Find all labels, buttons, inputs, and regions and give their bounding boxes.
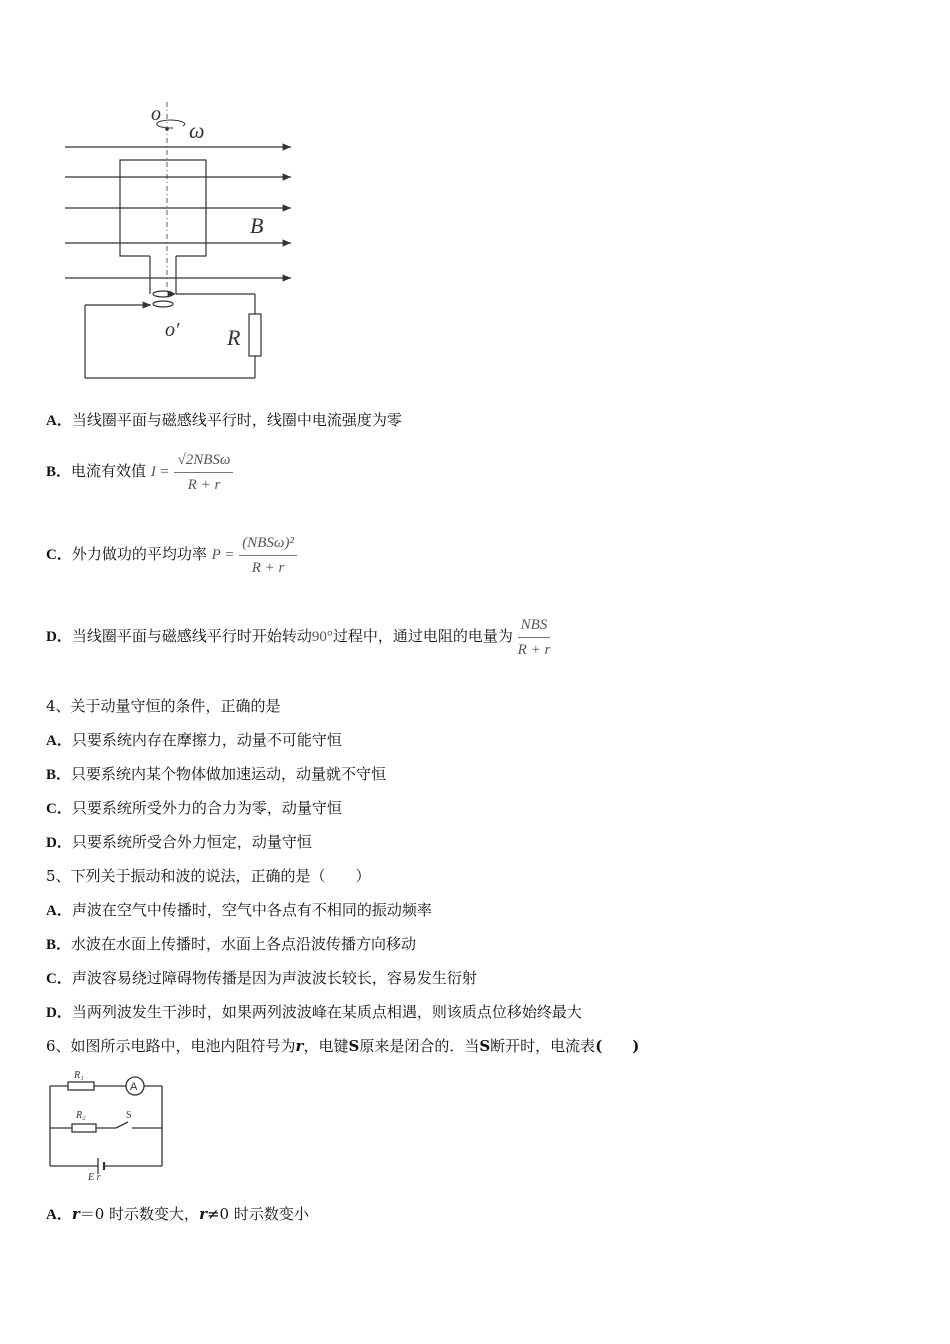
option-text: 过程中，通过电阻的电量为 bbox=[332, 627, 513, 645]
option-label: A． bbox=[46, 1207, 72, 1223]
resistor-r1 bbox=[68, 1082, 94, 1090]
formula-denominator: R + r bbox=[187, 476, 221, 493]
resistor bbox=[249, 314, 261, 356]
formula-numerator: NBS bbox=[518, 615, 551, 638]
slip-ring bbox=[153, 301, 173, 307]
option-label: D． bbox=[46, 629, 72, 645]
circuit-diagram bbox=[44, 1066, 169, 1182]
angle-value: 90° bbox=[311, 629, 333, 645]
q4-stem: 4、关于动量守恒的条件，正确的是 bbox=[46, 697, 281, 715]
resistor-label: R bbox=[227, 325, 241, 350]
symbol-r: r bbox=[199, 1205, 207, 1223]
option-label: D． bbox=[46, 835, 72, 851]
q6-option-a[interactable] bbox=[46, 1204, 309, 1225]
omega-label: ω bbox=[189, 118, 205, 143]
q5-option-c[interactable] bbox=[46, 968, 477, 989]
formula-lhs: P = bbox=[211, 547, 235, 563]
q4-option-c[interactable] bbox=[46, 798, 342, 819]
option-text: 水波在水面上传播时，水面上各点沿波传播方向移动 bbox=[71, 935, 417, 953]
q3-option-b[interactable] bbox=[46, 448, 233, 495]
formula-denominator: R + r bbox=[517, 641, 551, 658]
option-label: D． bbox=[46, 1005, 72, 1021]
option-text: ＝0 时示数变大， bbox=[79, 1205, 200, 1223]
stem-text: 断开时，电流表 bbox=[490, 1037, 596, 1055]
option-text: 电流有效值 bbox=[71, 462, 147, 480]
q4-option-d[interactable] bbox=[46, 832, 312, 853]
ammeter-label: A bbox=[130, 1081, 138, 1093]
option-text: 声波在空气中传播时，空气中各点有不相同的振动频率 bbox=[71, 901, 432, 919]
stem-text: 原来是闭合的．当 bbox=[359, 1037, 480, 1055]
symbol-r: r bbox=[71, 1205, 80, 1223]
option-text: 只要系统内某个物体做加速运动，动量就不守恒 bbox=[71, 765, 387, 783]
resistor-r2 bbox=[72, 1124, 96, 1132]
switch-label: S bbox=[126, 1110, 132, 1121]
slip-ring bbox=[153, 291, 173, 297]
option-text: 外力做功的平均功率 bbox=[71, 545, 207, 563]
formula-numerator: √2NBSω bbox=[174, 450, 233, 473]
option-text: 当两列波发生干涉时，如果两列波波峰在某质点相遇，则该质点位移始终最大 bbox=[71, 1003, 582, 1021]
option-label: A． bbox=[46, 733, 72, 749]
symbol-s: S bbox=[479, 1037, 491, 1055]
q3-option-d[interactable] bbox=[46, 613, 550, 660]
option-label: C． bbox=[46, 547, 72, 563]
q3-option-c[interactable] bbox=[46, 531, 297, 578]
option-label: B． bbox=[46, 464, 72, 480]
option-text: 当线圈平面与磁感线平行时开始转动 bbox=[71, 627, 312, 645]
option-text: ≠0 时示数变小 bbox=[206, 1205, 309, 1223]
option-label: B． bbox=[46, 937, 72, 953]
q5-option-b[interactable] bbox=[46, 934, 416, 955]
q5-stem: 5、下列关于振动和波的说法，正确的是（ ） bbox=[46, 867, 371, 885]
r2-label: R₂ bbox=[76, 1110, 86, 1121]
option-label: C． bbox=[46, 801, 72, 817]
option-label: A． bbox=[46, 413, 72, 429]
option-text: 只要系统所受外力的合力为零，动量守恒 bbox=[71, 799, 342, 817]
formula-lhs: I = bbox=[150, 464, 170, 480]
option-label: C． bbox=[46, 971, 72, 987]
charge-formula bbox=[518, 615, 551, 660]
q5-option-d[interactable] bbox=[46, 1002, 582, 1023]
stem-text: ，电键 bbox=[303, 1037, 349, 1055]
r1-label: R₁ bbox=[74, 1070, 84, 1081]
option-text: 只要系统内存在摩擦力，动量不可能守恒 bbox=[71, 731, 342, 749]
switch bbox=[116, 1122, 128, 1128]
q3-option-a[interactable] bbox=[46, 410, 402, 431]
q5-option-a[interactable] bbox=[46, 900, 432, 921]
battery-label: E r bbox=[88, 1172, 101, 1182]
current-formula bbox=[174, 450, 233, 495]
axis-top-label: o bbox=[151, 103, 161, 125]
formula-numerator: (NBSω)² bbox=[239, 533, 297, 556]
option-label: A． bbox=[46, 903, 72, 919]
formula-denominator: R + r bbox=[251, 559, 285, 576]
q4-option-a[interactable] bbox=[46, 730, 342, 751]
symbol-r: r bbox=[295, 1037, 304, 1055]
axis-bottom-label: o′ bbox=[165, 319, 180, 341]
power-formula bbox=[239, 533, 297, 578]
option-text: 只要系统所受合外力恒定，动量守恒 bbox=[71, 833, 312, 851]
option-label: B． bbox=[46, 767, 72, 783]
coil-field-diagram bbox=[55, 98, 305, 383]
answer-blank: ( ) bbox=[595, 1037, 640, 1055]
field-label: B bbox=[250, 213, 264, 238]
stem-text: 6、如图所示电路中，电池内阻符号为 bbox=[46, 1037, 296, 1055]
q6-stem bbox=[46, 1036, 639, 1056]
option-text: 声波容易绕过障碍物传播是因为声波波长较长，容易发生衍射 bbox=[71, 969, 477, 987]
q4-option-b[interactable] bbox=[46, 764, 386, 785]
symbol-s: S bbox=[348, 1037, 360, 1055]
option-text: 当线圈平面与磁感线平行时，线圈中电流强度为零 bbox=[71, 411, 402, 429]
